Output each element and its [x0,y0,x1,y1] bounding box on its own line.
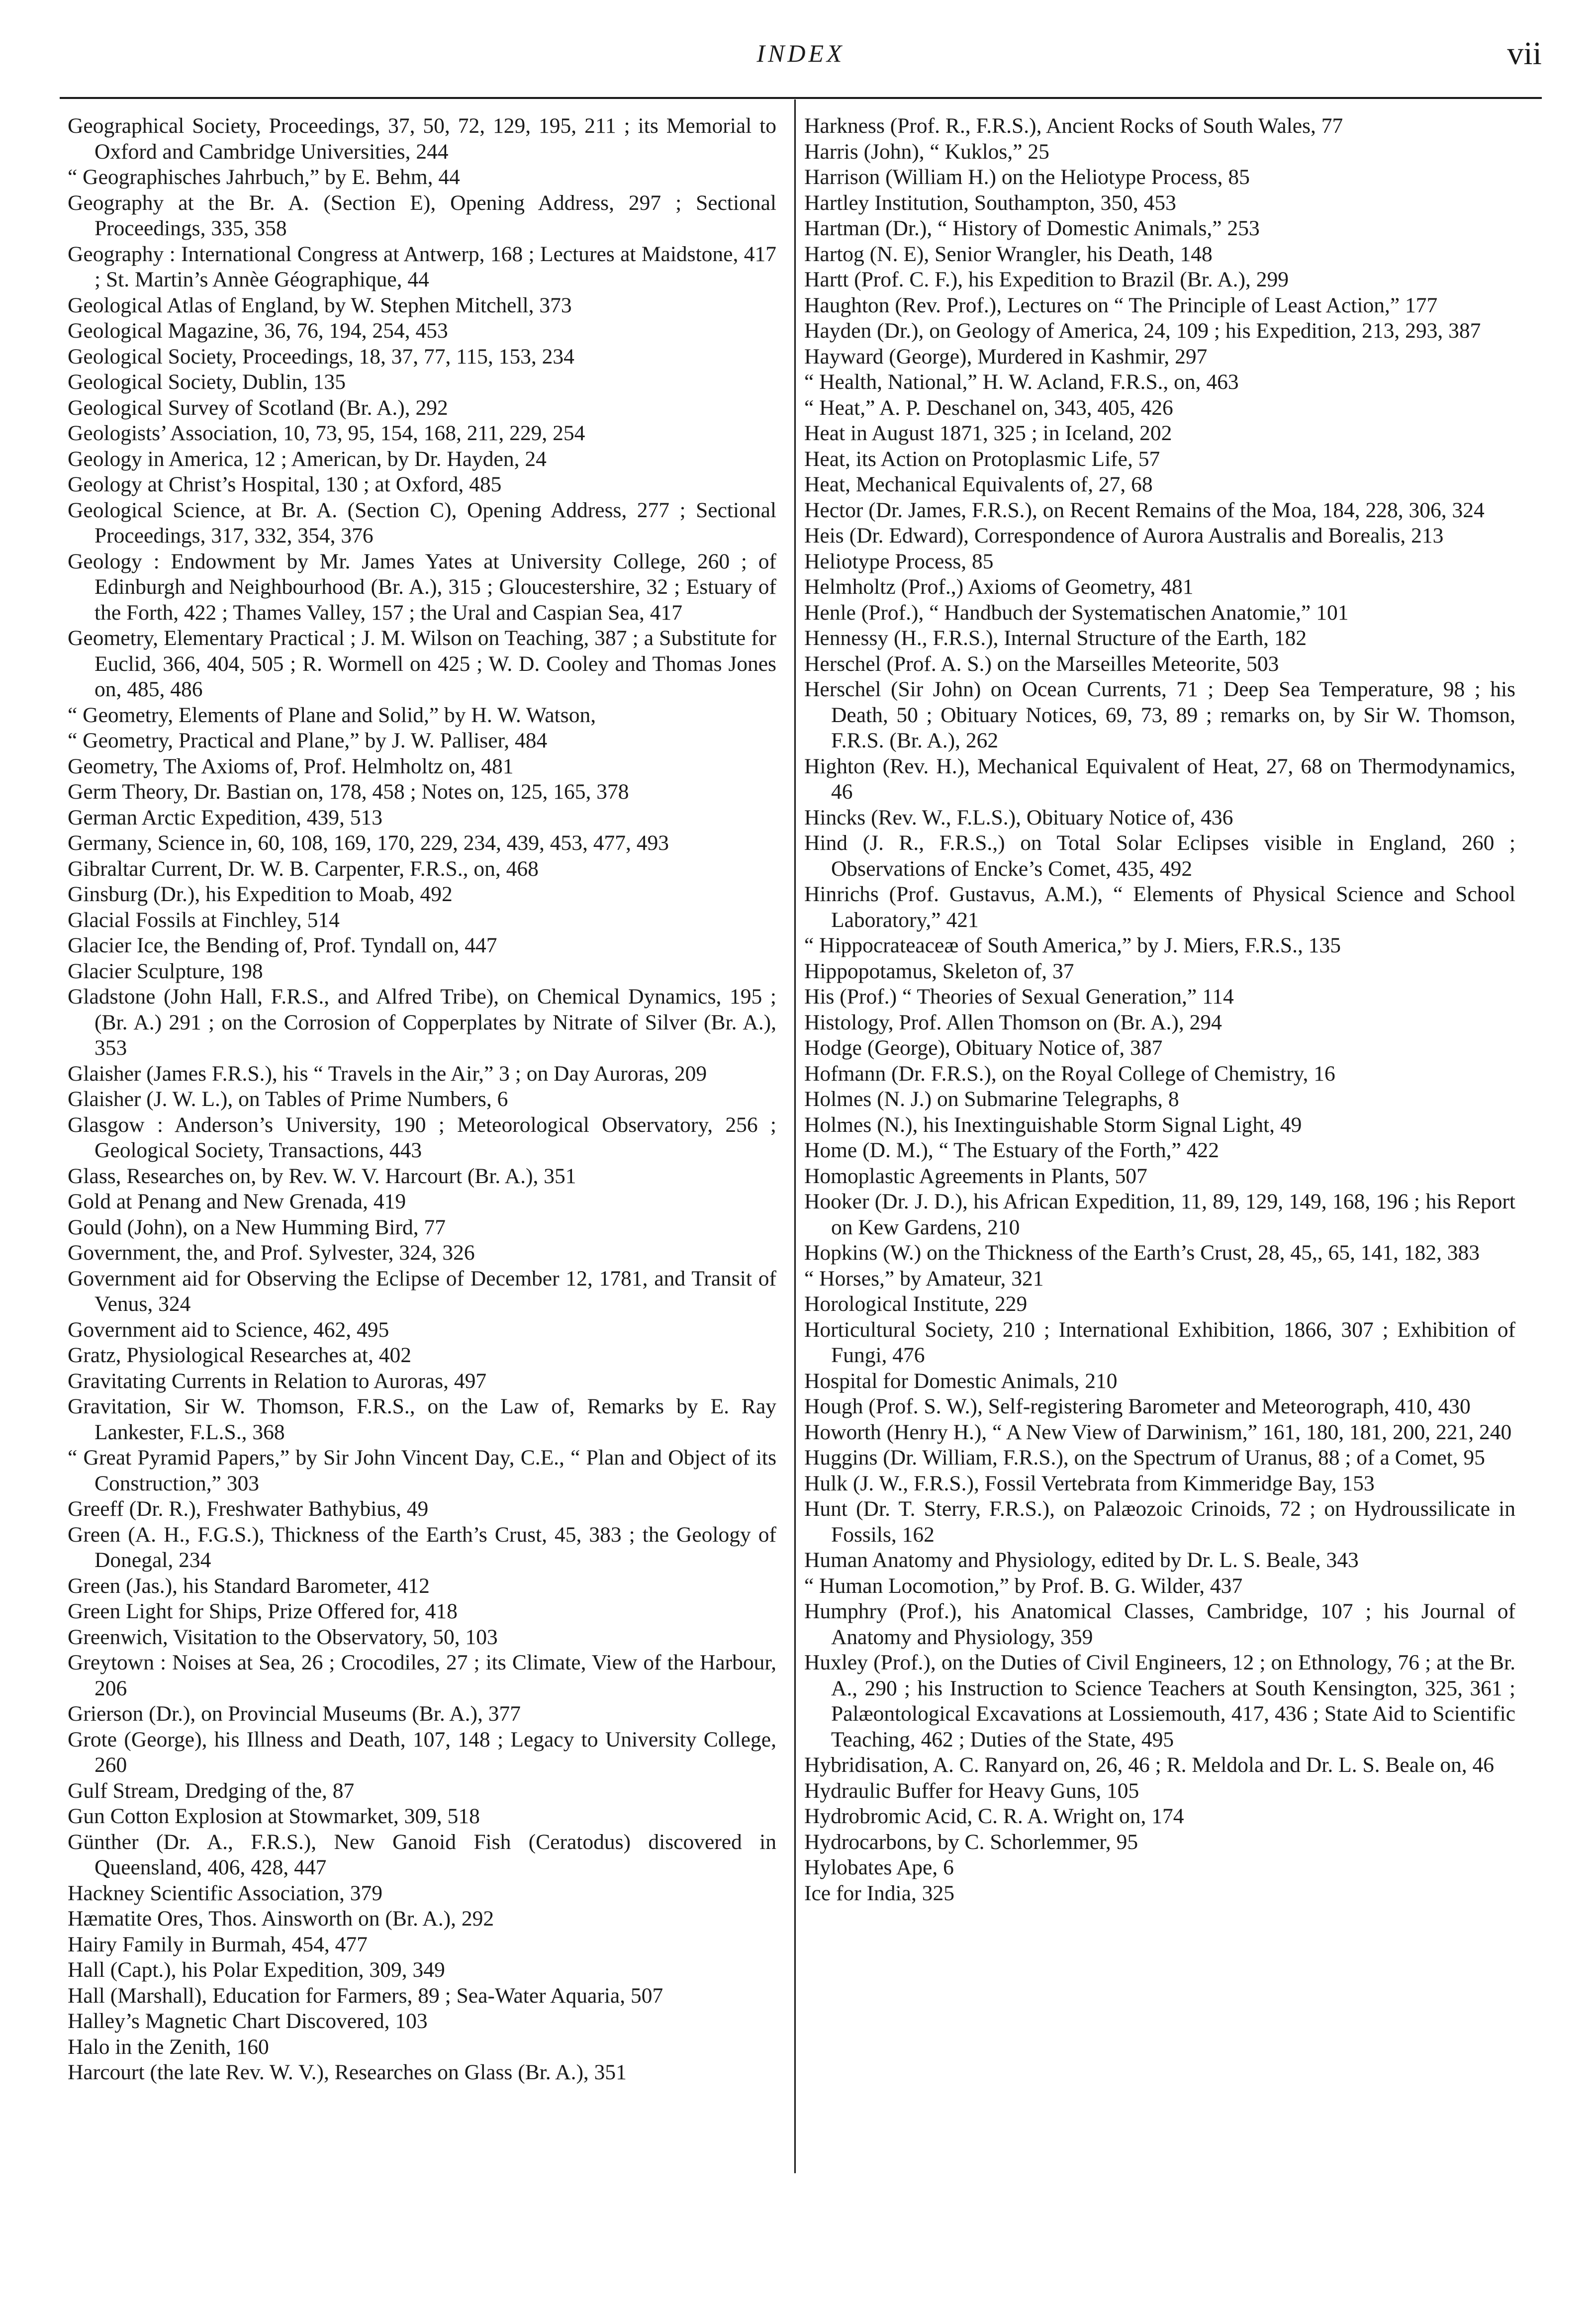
index-entry: Heis (Dr. Edward), Correspondence of Aurora Australis and Borealis, 213 [804,524,1444,548]
index-entry: Glacier Ice, the Bending of, Prof. Tyndall on, 447 [68,933,497,957]
index-entry: Harrison (William H.) on the Heliotype Process, 85 [804,165,1250,189]
index-entry: Geological Science, at Br. A. (Section C), Opening Address, 277 ; Sectional Proceedings, 317, 332, 354, 376 [68,498,776,548]
index-entry: Histology, Prof. Allen Thomson on (Br. A.), 294 [804,1010,1222,1034]
index-entry: Greeff (Dr. R.), Freshwater Bathybius, 49 [68,1497,429,1521]
header-rule [60,97,1542,99]
index-entry: Holmes (N.), his Inextinguishable Storm Signal Light, 49 [804,1112,1302,1137]
index-entry: Gladstone (John Hall, F.R.S., and Alfred Tribe), on Chemical Dynamics, 195 ; (Br. A.) 291 ; on the Corrosion of Copperplates by Nitrate of Silver (Br. A.), 353 [68,985,776,1060]
index-entry: Howorth (Henry H.), “ A New View of Darwinism,” 161, 180, 181, 200, 221, 240 [804,1420,1512,1444]
index-entry: “ Heat,” A. P. Deschanel on, 343, 405, 426 [804,395,1173,420]
index-entry: Heat in August 1871, 325 ; in Iceland, 202 [804,421,1172,445]
index-entry: Hæmatite Ores, Thos. Ainsworth on (Br. A.), 292 [68,1907,494,1931]
index-entry: Gould (John), on a New Humming Bird, 77 [68,1215,446,1239]
column-divider [794,99,796,2173]
index-entry: Geology in America, 12 ; American, by Dr. Hayden, 24 [68,447,547,471]
index-column-right [804,113,1515,1906]
index-entry: “ Great Pyramid Papers,” by Sir John Vincent Day, C.E., “ Plan and Object of its Construction,” 303 [68,1446,776,1495]
index-entry: Geography at the Br. A. (Section E), Opening Address, 297 ; Sectional Proceedings, 335, 358 [68,190,776,240]
index-entry: Geological Magazine, 36, 76, 194, 254, 453 [68,319,448,343]
index-entry: Homoplastic Agreements in Plants, 507 [804,1164,1147,1188]
index-entry: Hough (Prof. S. W.), Self-registering Barometer and Meteorograph, 410, 430 [804,1394,1471,1418]
index-entry: Hydrobromic Acid, C. R. A. Wright on, 174 [804,1804,1184,1828]
index-entry: Glasgow : Anderson’s University, 190 ; Meteorological Observatory, 256 ; Geological Society, Transactions, 443 [68,1112,776,1162]
index-entry: Horticultural Society, 210 ; International Exhibition, 1866, 307 ; Exhibition of Fungi, 476 [804,1317,1515,1367]
index-entry: Hall (Marshall), Education for Farmers, 89 ; Sea-Water Aquaria, 507 [68,1983,663,2008]
index-entry: Glacier Sculpture, 198 [68,959,263,983]
index-entry: Gold at Penang and New Grenada, 419 [68,1190,406,1213]
index-entry: His (Prof.) “ Theories of Sexual Generation,” 114 [804,985,1234,1009]
index-entry: Hunt (Dr. T. Sterry, F.R.S.), on Palæozoic Crinoids, 72 ; on Hydroussilicate in Fossils, 162 [804,1497,1515,1547]
index-entry: “ Hippocrateaceæ of South America,” by J. Miers, F.R.S., 135 [804,933,1341,957]
index-entry: Hydraulic Buffer for Heavy Guns, 105 [804,1778,1139,1803]
index-entry: Government aid to Science, 462, 495 [68,1317,389,1342]
index-entry: Geology at Christ’s Hospital, 130 ; at Oxford, 485 [68,472,502,496]
index-entry: Geology : Endowment by Mr. James Yates at University College, 260 ; of Edinburgh and Neighbourhood (Br. A.), 315 ; Gloucestershire, 32 ; Estuary of the Forth, 422 ; Thames Valley, 157 ; the Ural and Caspian Sea, 417 [68,549,776,625]
index-entry: Geometry, Elementary Practical ; J. M. Wilson on Teaching, 387 ; a Substitute for Euclid, 366, 404, 505 ; R. Wormell on 425 ; W. D. Cooley and Thomas Jones on, 485, 486 [68,626,776,701]
index-entry: Halley’s Magnetic Chart Discovered, 103 [68,2009,428,2033]
index-entry: Harcourt (the late Rev. W. V.), Researches on Glass (Br. A.), 351 [68,2060,627,2084]
index-entry: Harkness (Prof. R., F.R.S.), Ancient Rocks of South Wales, 77 [804,114,1343,138]
index-entry: Heat, its Action on Protoplasmic Life, 57 [804,447,1160,471]
index-entry: “ Health, National,” H. W. Acland, F.R.S., on, 463 [804,370,1239,394]
index-entry: “ Geometry, Practical and Plane,” by J. W. Palliser, 484 [68,729,548,752]
index-entry: Hydrocarbons, by C. Schorlemmer, 95 [804,1830,1138,1854]
index-entry: Hind (J. R., F.R.S.,) on Total Solar Eclipses visible in England, 260 ; Observations of Encke’s Comet, 435, 492 [804,831,1515,881]
index-entry: Gun Cotton Explosion at Stowmarket, 309, 518 [68,1804,480,1828]
index-entry: Human Anatomy and Physiology, edited by Dr. L. S. Beale, 343 [804,1548,1359,1572]
index-entry: Geological Survey of Scotland (Br. A.), 292 [68,395,448,420]
index-entry: “ Geographisches Jahrbuch,” by E. Behm, 44 [68,165,460,189]
index-entry: Hartog (N. E), Senior Wrangler, his Death, 148 [804,242,1213,266]
index-entry: Geometry, The Axioms of, Prof. Helmholtz on, 481 [68,754,514,778]
index-entry: Heat, Mechanical Equivalents of, 27, 68 [804,472,1153,496]
index-entry: Halo in the Zenith, 160 [68,2034,269,2059]
index-entry: Hincks (Rev. W., F.L.S.), Obituary Notice of, 436 [804,805,1233,830]
index-entry: Heliotype Process, 85 [804,549,994,573]
index-entry: Günther (Dr. A., F.R.S.), New Ganoid Fish (Ceratodus) discovered in Queensland, 406, 428, 447 [68,1830,776,1879]
index-entry: Hybridisation, A. C. Ranyard on, 26, 46 ; R. Meldola and Dr. L. S. Beale on, 46 [804,1753,1495,1777]
index-entry: Hector (Dr. James, F.R.S.), on Recent Remains of the Moa, 184, 228, 306, 324 [804,498,1485,522]
index-entry: Geologists’ Association, 10, 73, 95, 154, 168, 211, 229, 254 [68,421,585,445]
index-entry: Gravitation, Sir W. Thomson, F.R.S., on the Law of, Remarks by E. Ray Lankester, F.L.S., 368 [68,1394,776,1444]
index-entry: Ice for India, 325 [804,1881,954,1905]
index-entry: Hospital for Domestic Animals, 210 [804,1369,1118,1393]
index-entry: Hulk (J. W., F.R.S.), Fossil Vertebrata from Kimmeridge Bay, 153 [804,1471,1375,1495]
index-entry: Herschel (Prof. A. S.) on the Marseilles Meteorite, 503 [804,651,1279,676]
index-entry: Glaisher (J. W. L.), on Tables of Prime Numbers, 6 [68,1087,508,1111]
index-entry: German Arctic Expedition, 439, 513 [68,805,383,830]
index-entry: Glaisher (James F.R.S.), his “ Travels in the Air,” 3 ; on Day Auroras, 209 [68,1061,707,1086]
index-entry: Geological Atlas of England, by W. Stephen Mitchell, 373 [68,293,572,317]
index-entry: Gravitating Currents in Relation to Auroras, 497 [68,1369,487,1393]
index-entry: Geographical Society, Proceedings, 37, 50, 72, 129, 195, 211 ; its Memorial to Oxford and Cambridge Universities, 244 [68,114,776,164]
index-entry: Home (D. M.), “ The Estuary of the Forth,” 422 [804,1138,1219,1162]
index-entry: Humphry (Prof.), his Anatomical Classes, Cambridge, 107 ; his Journal of Anatomy and Physiology, 359 [804,1599,1515,1649]
index-entry: Hairy Family in Burmah, 454, 477 [68,1932,368,1956]
index-entry: Geological Society, Proceedings, 18, 37, 77, 115, 153, 234 [68,344,574,369]
running-title: INDEX [756,39,845,67]
index-entry: Gibraltar Current, Dr. W. B. Carpenter, F.R.S., on, 468 [68,856,539,881]
index-entry: “ Geometry, Elements of Plane and Solid,” by H. W. Watson, [68,703,596,727]
index-entry: Grierson (Dr.), on Provincial Museums (Br. A.), 377 [68,1702,521,1726]
index-entry: Greytown : Noises at Sea, 26 ; Crocodiles, 27 ; its Climate, View of the Harbour, 206 [68,1651,776,1700]
index-entry: Glacial Fossils at Finchley, 514 [68,908,340,932]
index-entry: Hennessy (H., F.R.S.), Internal Structure of the Earth, 182 [804,626,1307,650]
index-entry: Hall (Capt.), his Polar Expedition, 309, 349 [68,1958,445,1982]
index-entry: Ginsburg (Dr.), his Expedition to Moab, 492 [68,882,453,906]
index-entry: Grote (George), his Illness and Death, 107, 148 ; Legacy to University College, 260 [68,1727,776,1777]
index-entry: Green (Jas.), his Standard Barometer, 412 [68,1573,430,1598]
index-entry: Harris (John), “ Kuklos,” 25 [804,139,1049,164]
index-entry: Huxley (Prof.), on the Duties of Civil Engineers, 12 ; on Ethnology, 76 ; at the Br. A., 290 ; his Instruction to Science Teachers at South Kensington, 325, 361 ; Palæontological Excavations at Lossiemouth, 417, 436 ; State Aid to Scientific Teaching, 462 ; Duties of the State, 495 [804,1651,1515,1752]
index-entry: Hylobates Ape, 6 [804,1855,954,1879]
index-entry: Hartley Institution, Southampton, 350, 453 [804,190,1176,215]
index-entry: Green Light for Ships, Prize Offered for, 418 [68,1599,458,1623]
index-entry: Horological Institute, 229 [804,1292,1028,1316]
index-entry: Hodge (George), Obituary Notice of, 387 [804,1036,1163,1060]
index-entry: Huggins (Dr. William, F.R.S.), on the Spectrum of Uranus, 88 ; of a Comet, 95 [804,1446,1485,1470]
index-entry: Hayden (Dr.), on Geology of America, 24, 109 ; his Expedition, 213, 293, 387 [804,319,1481,343]
index-entry: Hayward (George), Murdered in Kashmir, 297 [804,344,1208,369]
index-entry: Haughton (Rev. Prof.), Lectures on “ The Principle of Least Action,” 177 [804,293,1438,317]
index-entry: Green (A. H., F.G.S.), Thickness of the Earth’s Crust, 45, 383 ; the Geology of Donegal, 234 [68,1522,776,1572]
index-entry: “ Horses,” by Amateur, 321 [804,1266,1044,1291]
index-entry: Gulf Stream, Dredging of the, 87 [68,1778,355,1803]
index-entry: Glass, Researches on, by Rev. W. V. Harcourt (Br. A.), 351 [68,1164,576,1188]
index-entry: Hopkins (W.) on the Thickness of the Earth’s Crust, 28, 45,, 65, 141, 182, 383 [804,1241,1480,1265]
index-entry: Germany, Science in, 60, 108, 169, 170, 229, 234, 439, 453, 477, 493 [68,831,669,855]
index-entry: Hippopotamus, Skeleton of, 37 [804,959,1074,983]
index-entry: Helmholtz (Prof.,) Axioms of Geometry, 481 [804,575,1194,599]
index-entry: Hinrichs (Prof. Gustavus, A.M.), “ Elements of Physical Science and School Laboratory,” 421 [804,882,1515,932]
index-entry: Government, the, and Prof. Sylvester, 324, 326 [68,1241,475,1265]
index-entry: Hofmann (Dr. F.R.S.), on the Royal College of Chemistry, 16 [804,1061,1335,1086]
index-column-left [68,113,776,2086]
index-entry: Highton (Rev. H.), Mechanical Equivalent of Heat, 27, 68 on Thermodynamics, 46 [804,754,1515,804]
page-number: vii [1507,35,1542,72]
page-header [60,35,1542,90]
index-entry: Germ Theory, Dr. Bastian on, 178, 458 ; Notes on, 125, 165, 378 [68,780,629,804]
index-entry: Gratz, Physiological Researches at, 402 [68,1343,411,1367]
index-entry: Geography : International Congress at Antwerp, 168 ; Lectures at Maidstone, 417 ; St. Martin’s Annèe Géographique, 44 [68,242,776,291]
index-entry: Hooker (Dr. J. D.), his African Expedition, 11, 89, 129, 149, 168, 196 ; his Report on Kew Gardens, 210 [804,1190,1515,1239]
index-entry: Holmes (N. J.) on Submarine Telegraphs, 8 [804,1087,1179,1111]
index-entry: Hartman (Dr.), “ History of Domestic Animals,” 253 [804,216,1260,240]
index-entry: Hartt (Prof. C. F.), his Expedition to Brazil (Br. A.), 299 [804,268,1289,291]
index-entry: Government aid for Observing the Eclipse of December 12, 1781, and Transit of Venus, 324 [68,1266,776,1316]
index-entry: Hackney Scientific Association, 379 [68,1881,383,1905]
index-entry: “ Human Locomotion,” by Prof. B. G. Wilder, 437 [804,1573,1243,1598]
index-entry: Herschel (Sir John) on Ocean Currents, 71 ; Deep Sea Temperature, 98 ; his Death, 50 ; Obituary Notices, 69, 73, 89 ; remarks on, by Sir W. Thomson, F.R.S. (Br. A.), 262 [804,677,1515,752]
index-entry: Greenwich, Visitation to the Observatory, 50, 103 [68,1625,498,1649]
index-entry: Geological Society, Dublin, 135 [68,370,346,394]
index-entry: Henle (Prof.), “ Handbuch der Systematischen Anatomie,” 101 [804,600,1349,625]
